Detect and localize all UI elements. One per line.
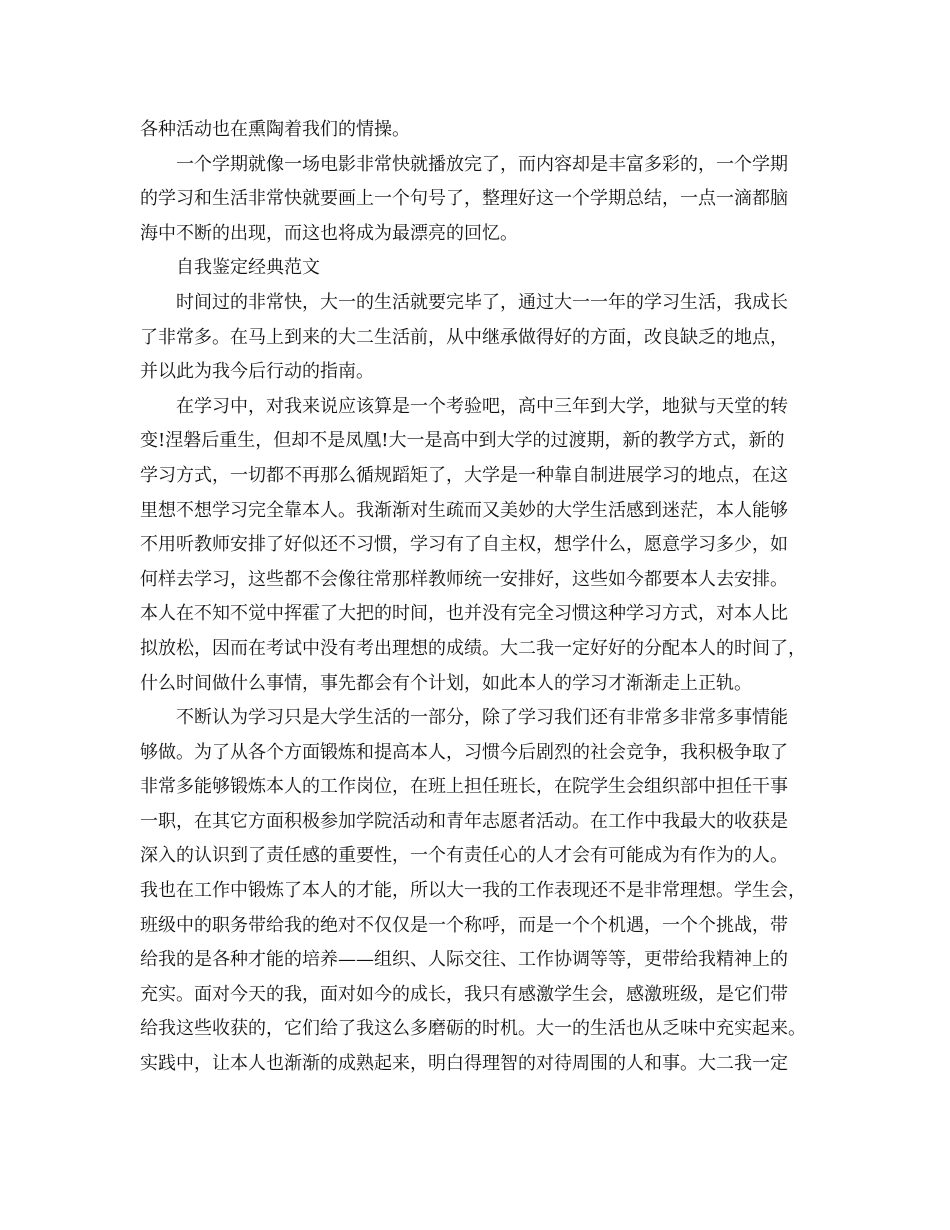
- document-body: [140, 113, 820, 1082]
- text-line: 给我的是各种才能的培养——组织、人际交往、工作协调等等，更带给我精神上的: [140, 949, 788, 971]
- paragraph-start-line: 时间过的非常快，大一的生活就要完毕了，通过大一一年的学习生活，我成长: [176, 291, 788, 313]
- text-line: 非常多能够锻炼本人的工作岗位，在班上担任班长，在院学生会组织部中担任干事: [140, 776, 788, 798]
- text-line: 一职，在其它方面积极参加学院活动和青年志愿者活动。在工作中我最大的收获是: [140, 810, 788, 832]
- text-line: 本人在不知不觉中挥霍了大把的时间，也并没有完全习惯这种学习方式，对本人比: [140, 603, 788, 625]
- text-line: 充实。面对今天的我，面对如今的成长，我只有感激学生会，感激班级，是它们带: [140, 983, 788, 1005]
- text-line: 拟放松，因而在考试中没有考出理想的成绩。大二我一定好好的分配本人的时间了，: [140, 637, 806, 659]
- text-line: 的学习和生活非常快就要画上一个句号了，整理好这一个学期总结，一点一滴都脑: [140, 188, 788, 210]
- text-line: 给我这些收获的，它们给了我这么多磨砺的时机。大一的生活也从乏味中充实起来。: [140, 1018, 806, 1040]
- text-line: 够做。为了从各个方面锻炼和提高本人，习惯今后剧烈的社会竞争，我积极争取了: [140, 741, 788, 763]
- text-line: 实践中，让本人也渐渐的成熟起来，明白得理智的对待周围的人和事。大二我一定: [140, 1053, 788, 1075]
- text-line: 深入的认识到了责任感的重要性，一个有责任心的人才会有可能成为有作为的人。: [140, 845, 788, 867]
- text-line: 并以此为我今后行动的指南。: [140, 361, 374, 383]
- paragraph-start-line: 不断认为学习只是大学生活的一部分，除了学习我们还有非常多非常多事情能: [176, 707, 788, 729]
- text-line: 了非常多。在马上到来的大二生活前，从中继承做得好的方面，改良缺乏的地点，: [140, 326, 788, 348]
- text-line: 我也在工作中锻炼了本人的才能，所以大一我的工作表现还不是非常理想。学生会，: [140, 880, 806, 902]
- text-line: 变!涅磐后重生，但却不是凤凰!大一是高中到大学的过渡期，新的教学方式，新的: [140, 430, 785, 452]
- text-line: 里想不想学习完全靠本人。我渐渐对生疏而又美妙的大学生活感到迷茫，本人能够: [140, 499, 788, 521]
- text-line: 各种活动也在熏陶着我们的情操。: [140, 119, 410, 140]
- text-line: 何样去学习，这些都不会像往常那样教师统一安排好，这些如今都要本人去安排。: [140, 568, 788, 590]
- text-line: 海中不断的出现，而这也将成为最漂亮的回忆。: [140, 222, 518, 244]
- text-line: 学习方式，一切都不再那么循规蹈矩了，大学是一种靠自制进展学习的地点，在这: [140, 464, 788, 486]
- text-line: 不用听教师安排了好似还不习惯，学习有了自主权，想学什么，愿意学习多少，如: [140, 534, 788, 556]
- text-line: 班级中的职务带给我的绝对不仅仅是一个称呼，而是一个个机遇，一个个挑战，带: [140, 914, 788, 936]
- section-heading: 自我鉴定经典范文: [176, 257, 320, 279]
- paragraph-start-line: 在学习中，对我来说应该算是一个考验吧，高中三年到大学，地狱与天堂的转: [176, 395, 788, 417]
- paragraph-start-line: 一个学期就像一场电影非常快就播放完了，而内容却是丰富多彩的，一个学期: [176, 153, 788, 175]
- text-line: 什么时间做什么事情，事先都会有个计划，如此本人的学习才渐渐走上正轨。: [140, 672, 752, 694]
